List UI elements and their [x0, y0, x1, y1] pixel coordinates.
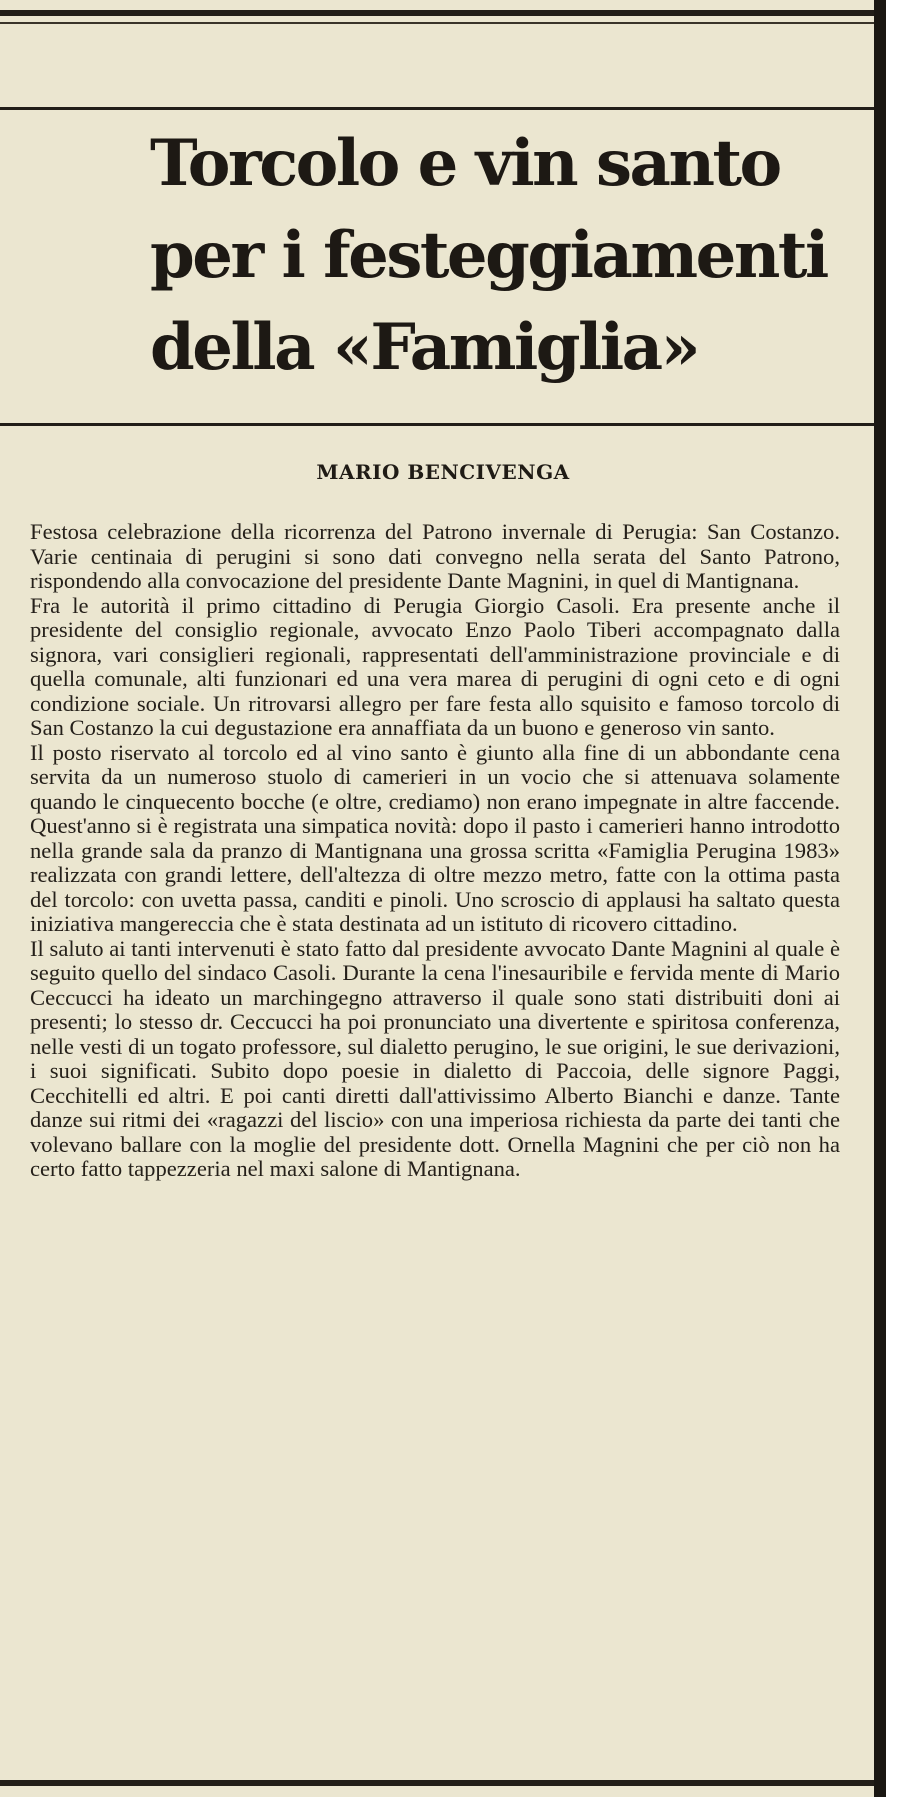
article-paragraph-3: Il posto riservato al torcolo ed al vino santo è giunto alla fine di un abbondante cena servita da un numeroso stuolo di camerieri in un vocio che si attenuava solamente quando le cinquecento bocche (e oltre, crediamo) non erano impegnate in altre faccende. Quest'anno si è registrata una simpatica novità: dopo il pasto i camerieri hanno introdotto nella grande sala da pranzo di Mantignana una grossa scritta «Famiglia Perugina 1983» realizzata con grandi lettere, dell'altezza di oltre mezzo metro, fatte con la ottima pasta del torcolo: con uvetta passa, canditi e pinoli. Uno scroscio di applausi ha saltato questa iniziativa mangereccia che è stata destinata ad un istituto di ricovero cittadino. [30, 739, 840, 936]
article-paragraph-4: Il saluto ai tanti intervenuti è stato fatto dal presidente avvocato Dante Magnini al quale è seguito quello del sindaco Casoli. Durante la cena l'inesauribile e fervida mente di Mario Ceccucci ha ideato un marchingegno attraverso il quale sono stati distribuiti doni ai presenti; lo stesso dr. Ceccucci ha poi pronunciato una divertente e spiritosa conferenza, nelle vesti di un togato professore, sul dialetto perugino, le sue origini, le sue derivazioni, i suoi significati. Subito dopo poesie in dialetto di Paccoia, delle signore Paggi, Cecchitelli ed altri. E poi canti diretti dall'attivissimo Alberto Bianchi e danze. Tante danze sui ritmi dei «ragazzi del liscio» con una imperiosa richiesta da parte dei tanti che volevano ballare con la moglie del presidente dott. Ornella Magnini che per ciò non ha certo fatto tappezzeria nel maxi salone di Mantignana. [30, 935, 840, 1181]
headline-line-2: per i festeggiamenti [150, 218, 827, 293]
headline-line-1: Torcolo e vin santo [150, 126, 780, 201]
top-rule [0, 10, 886, 16]
article-paragraph-1: Festosa celebrazione della ricorrenza del Patrono invernale di Perugia: San Costanzo. Varie centinaia di perugini si sono dati convegno nella serata del Santo Patrono, rispondendo alla convocazione del presidente Dante Magnini, in quel di Mantignana. [30, 519, 840, 593]
top-thin-rule [0, 22, 886, 24]
bottom-rule [0, 1780, 886, 1786]
header-rule [0, 107, 886, 110]
article-paragraph-2: Fra le autorità il primo cittadino di Perugia Giorgio Casoli. Era presente anche il presidente del consiglio regionale, avvocato Enzo Paolo Tiberi accompagnato dalla signora, vari consiglieri regionali, rappresentati dell'amministrazione provinciale e di quella comunale, alti funzionari ed una vera marea di perugini di ogni ceto e di ogni condizione sociale. Un ritrovarsi allegro per fare festa allo squisito e famoso torcolo di San Costanzo la cui degustazione era annaffiata da un buono e generoso vin santo. [30, 592, 840, 740]
title-rule [0, 423, 886, 426]
article-body [30, 520, 840, 1182]
headline-line-3: della «Famiglia» [150, 310, 699, 385]
headline [150, 118, 850, 394]
author-byline: MARIO BENCIVENGA [316, 460, 570, 484]
